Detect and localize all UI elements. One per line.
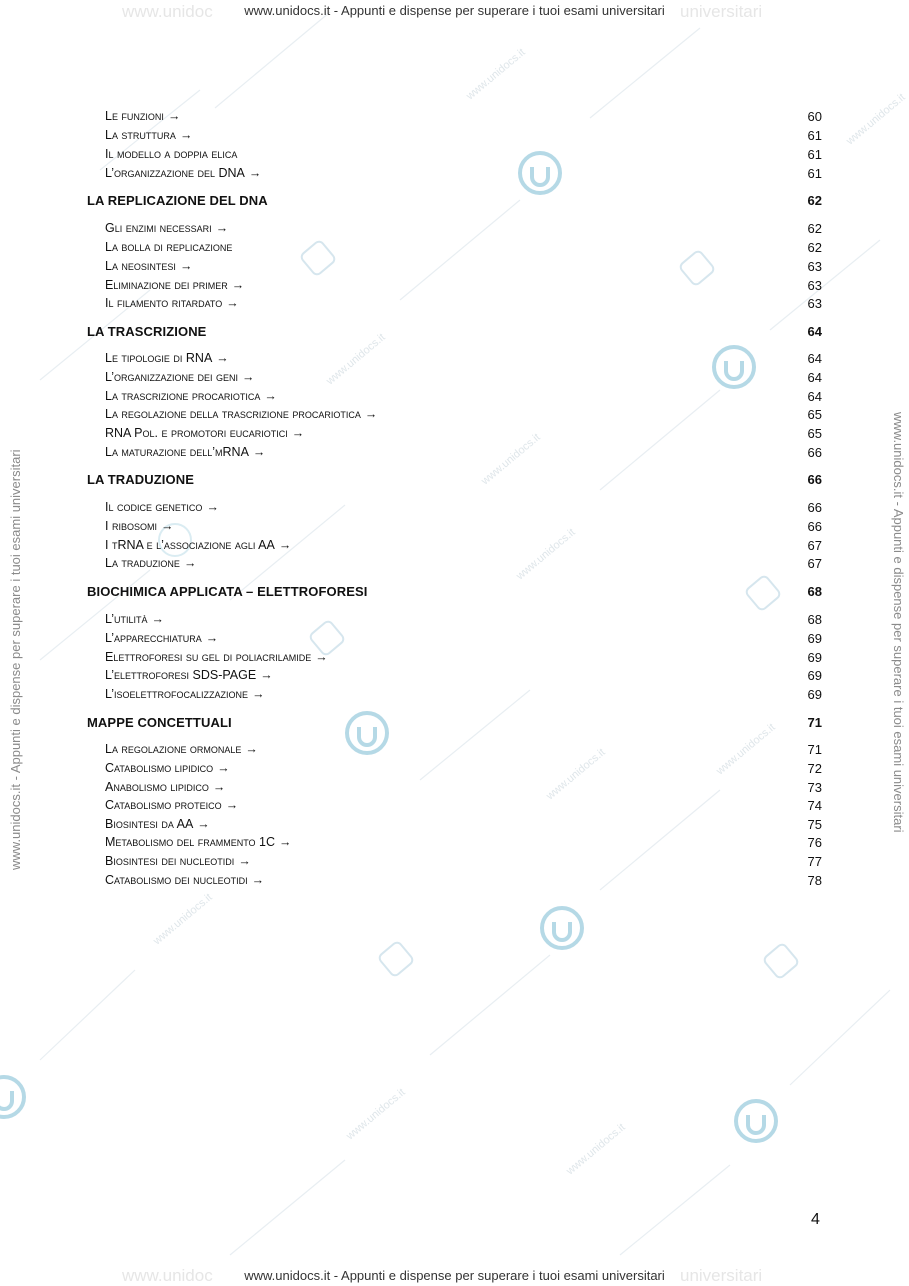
toc-label-text: Metabolismo del frammento 1C [105, 835, 275, 849]
toc-entry[interactable] [0, 687, 909, 705]
toc-section-heading[interactable] [0, 324, 909, 342]
toc-label-text: La trascrizione procariotica [105, 389, 261, 403]
arrow-right-icon: → [183, 556, 197, 570]
toc-entry[interactable] [0, 780, 909, 798]
toc-label-text: I tRNA e l’associazione agli AA [105, 538, 275, 552]
svg-text:www.unidocs.it: www.unidocs.it [344, 1086, 408, 1143]
toc-section-heading[interactable] [0, 472, 909, 490]
toc-page-number: 73 [807, 780, 822, 795]
toc-page-number: 69 [807, 650, 822, 665]
toc-label-text: Gli enzimi necessari [105, 221, 212, 235]
toc-entry-label [105, 128, 192, 142]
arrow-right-icon: → [225, 798, 239, 812]
toc-label-text: BIOCHIMICA APPLICATA – ELETTROFORESI [87, 584, 368, 599]
toc-entry[interactable] [0, 389, 909, 407]
toc-page-number: 62 [807, 193, 822, 208]
toc-label-text: Eliminazione dei primer [105, 278, 228, 292]
toc-section-heading[interactable] [0, 584, 909, 602]
toc-label-text: Biosintesi dei nucleotidi [105, 854, 235, 868]
toc-section-title [87, 472, 194, 487]
arrow-right-icon: → [205, 631, 219, 645]
svg-text:www.unidocs.it: www.unidocs.it [479, 431, 543, 488]
toc-entry[interactable] [0, 500, 909, 518]
toc-entry-label [105, 500, 219, 514]
arrow-right-icon: → [364, 407, 378, 421]
toc-entry[interactable] [0, 612, 909, 630]
toc-entry-label [105, 221, 228, 235]
toc-label-text: La regolazione della trascrizione procariotica [105, 407, 361, 421]
toc-page-number: 76 [807, 835, 822, 850]
toc-label-text: La maturazione dell’mRNA [105, 445, 249, 459]
arrow-right-icon: → [167, 109, 181, 123]
svg-text:www.unidocs.it: www.unidocs.it [464, 46, 528, 103]
toc-entry-label [105, 817, 210, 831]
toc-entry-label [105, 278, 244, 292]
toc-entry-label [105, 556, 196, 570]
toc-entry[interactable] [0, 351, 909, 369]
toc-page-number: 63 [807, 259, 822, 274]
arrow-right-icon: → [212, 780, 226, 794]
toc-section-title [87, 324, 206, 339]
toc-entry[interactable] [0, 835, 909, 853]
toc-entry-label [105, 687, 265, 701]
toc-page-number: 64 [807, 370, 822, 385]
svg-text:www.unidocs.it: www.unidocs.it [544, 746, 608, 803]
toc-label-text: L’organizzazione dei geni [105, 370, 238, 384]
toc-entry-label [105, 650, 328, 664]
toc-page-number: 67 [807, 556, 822, 571]
toc-entry[interactable] [0, 761, 909, 779]
toc-entry[interactable] [0, 538, 909, 556]
toc-page-number: 60 [807, 109, 822, 124]
toc-entry-label [105, 873, 264, 887]
toc-label-text: Il modello a doppia elica [105, 147, 238, 161]
toc-page-number: 64 [807, 324, 822, 339]
toc-entry-label [105, 780, 225, 794]
toc-entry-label [105, 798, 238, 812]
toc-page-number: 69 [807, 631, 822, 646]
arrow-right-icon: → [252, 445, 266, 459]
toc-section-heading[interactable] [0, 193, 909, 211]
toc-label-text: Catabolismo dei nucleotidi [105, 873, 248, 887]
watermark-banner-top: www.unidocs.it - Appunti e dispense per superare i tuoi esami universitari [244, 3, 665, 18]
toc-label-text: La bolla di replicazione [105, 240, 233, 254]
toc-label-text: LA REPLICAZIONE DEL DNA [87, 193, 268, 208]
toc-entry-label [105, 166, 261, 180]
svg-text:www.unidocs.it: www.unidocs.it [151, 891, 215, 948]
toc-page-number: 71 [807, 715, 822, 730]
toc-entry[interactable] [0, 817, 909, 835]
toc-page-number: 67 [807, 538, 822, 553]
arrow-right-icon: → [278, 538, 292, 552]
toc-entry-label [105, 259, 192, 273]
watermark-ghost-text: www.unidoc [122, 1266, 213, 1285]
toc-page-number: 66 [807, 519, 822, 534]
toc-entry[interactable] [0, 742, 909, 760]
toc-entry[interactable] [0, 798, 909, 816]
arrow-right-icon: → [264, 389, 277, 403]
toc-label-text: RNA Pol. e promotori eucariotici [105, 426, 288, 440]
toc-entry[interactable] [0, 259, 909, 277]
toc-page-number: 66 [807, 500, 822, 515]
watermark-ghost-text: universitari [680, 1266, 763, 1285]
toc-entry-label [105, 519, 173, 533]
toc-entry[interactable] [0, 147, 909, 165]
arrow-right-icon: → [160, 519, 174, 533]
svg-text:www.unidocs.it: www.unidocs.it [514, 526, 578, 583]
toc-label-text: L’organizzazione del DNA [105, 166, 245, 180]
toc-section-heading[interactable] [0, 715, 909, 733]
arrow-right-icon: → [197, 817, 210, 831]
toc-page-number: 69 [807, 687, 822, 702]
toc-entry[interactable] [0, 109, 909, 127]
arrow-right-icon: → [231, 278, 245, 292]
watermark-banner-bottom: www.unidocs.it - Appunti e dispense per superare i tuoi esami universitari [244, 1268, 665, 1283]
toc-label-text: L’apparecchiatura [105, 631, 202, 645]
watermark-side-left: www.unidocs.it - Appunti e dispense per superare i tuoi esami universitari [8, 449, 23, 870]
toc-page-number: 62 [807, 221, 822, 236]
toc-entry[interactable] [0, 296, 909, 314]
toc-page-number: 66 [807, 472, 822, 487]
toc-label-text: LA TRADUZIONE [87, 472, 194, 487]
toc-entry[interactable] [0, 166, 909, 184]
toc-entry-label [105, 109, 180, 123]
toc-page-number: 77 [807, 854, 822, 869]
watermark-side-right: www.unidocs.it - Appunti e dispense per superare i tuoi esami universitari [891, 412, 906, 833]
toc-page-number: 72 [807, 761, 822, 776]
toc-entry-label [105, 761, 230, 775]
toc-entry[interactable] [0, 407, 909, 425]
toc-section-title [87, 715, 232, 730]
toc-label-text: Elettroforesi su gel di poliacrilamide [105, 650, 312, 664]
toc-entry-label [105, 240, 232, 254]
toc-entry-label [105, 370, 255, 384]
arrow-right-icon: → [279, 835, 292, 849]
toc-page-number: 68 [807, 612, 822, 627]
svg-text:www.unidocs.it: www.unidocs.it [564, 1121, 628, 1178]
arrow-right-icon: → [151, 612, 165, 626]
toc-label-text: Catabolismo proteico [105, 798, 222, 812]
toc-label-text: La regolazione ormonale [105, 742, 242, 756]
toc-section-title [87, 193, 268, 208]
watermark-ghost-text: www.unidoc [122, 2, 213, 21]
toc-entry-label [105, 389, 277, 403]
toc-label-text: LA TRASCRIZIONE [87, 324, 207, 339]
toc-entry-label [105, 351, 229, 365]
arrow-right-icon: → [242, 370, 255, 384]
toc-label-text: MAPPE CONCETTUALI [87, 715, 232, 730]
toc-page-number: 63 [807, 278, 822, 293]
toc-label-text: La neosintesi [105, 259, 176, 273]
toc-page-number: 61 [807, 147, 822, 162]
toc-entry[interactable] [0, 873, 909, 891]
svg-text:www.unidocs.it: www.unidocs.it [844, 91, 908, 148]
toc-entry[interactable] [0, 650, 909, 668]
toc-entry[interactable] [0, 445, 909, 463]
arrow-right-icon: → [251, 873, 265, 887]
watermark-ghost-text: universitari [680, 2, 763, 21]
arrow-right-icon: → [217, 761, 230, 775]
toc-page-number: 64 [807, 389, 822, 404]
arrow-right-icon: → [245, 742, 258, 756]
toc-entry-label [105, 668, 273, 682]
toc-label-text: La traduzione [105, 556, 180, 570]
arrow-right-icon: → [238, 854, 251, 868]
toc-entry[interactable] [0, 519, 909, 537]
toc-entry-label [105, 742, 258, 756]
toc-label-text: Catabolismo lipidico [105, 761, 214, 775]
toc-label-text: Le tipologie di RNA [105, 351, 213, 365]
toc-entry-label [105, 538, 291, 552]
toc-entry[interactable] [0, 631, 909, 649]
arrow-right-icon: → [206, 500, 219, 514]
page-number: 4 [811, 1211, 820, 1228]
toc-page-number: 62 [807, 240, 822, 255]
arrow-right-icon: → [179, 259, 193, 273]
arrow-right-icon: → [248, 166, 262, 180]
toc-page-number: 61 [807, 128, 822, 143]
toc-entry-label [105, 854, 251, 868]
toc-label-text: Biosintesi da AA [105, 817, 194, 831]
toc-page-number: 78 [807, 873, 822, 888]
toc-page-number: 61 [807, 166, 822, 181]
toc-entry-label [105, 407, 377, 421]
toc-entry[interactable] [0, 221, 909, 239]
toc-label-text: Anabolismo lipidico [105, 780, 209, 794]
toc-entry-label [105, 631, 218, 645]
toc-label-text: Il filamento ritardato [105, 296, 223, 310]
toc-page-number: 65 [807, 407, 822, 422]
arrow-right-icon: → [252, 687, 265, 701]
toc-entry-label [105, 445, 265, 459]
toc-entry[interactable] [0, 240, 909, 258]
toc-page-number: 66 [807, 445, 822, 460]
toc-page-number: 69 [807, 668, 822, 683]
toc-entry[interactable] [0, 370, 909, 388]
toc-page-number: 64 [807, 351, 822, 366]
toc-entry-label [105, 835, 292, 849]
toc-label-text: L’isoelettrofocalizzazione [105, 687, 249, 701]
toc-entry[interactable] [0, 278, 909, 296]
toc-section-title [87, 584, 367, 599]
toc-entry-label [105, 612, 164, 626]
toc-entry[interactable] [0, 854, 909, 872]
arrow-right-icon: → [216, 351, 229, 365]
arrow-right-icon: → [179, 128, 193, 142]
arrow-right-icon: → [315, 650, 328, 664]
arrow-right-icon: → [226, 296, 239, 310]
toc-entry[interactable] [0, 668, 909, 686]
toc-entry[interactable] [0, 556, 909, 574]
arrow-right-icon: → [215, 221, 229, 235]
svg-text:www.unidocs.it: www.unidocs.it [714, 721, 778, 778]
arrow-right-icon: → [260, 668, 273, 682]
toc-page-number: 75 [807, 817, 822, 832]
arrow-right-icon: → [291, 426, 305, 440]
toc-entry-label [105, 147, 237, 161]
toc-label-text: L’elettroforesi SDS-PAGE [105, 668, 257, 682]
toc-entry[interactable] [0, 128, 909, 146]
toc-page-number: 63 [807, 296, 822, 311]
toc-page-number: 68 [807, 584, 822, 599]
toc-page-number: 74 [807, 798, 822, 813]
toc-label-text: La struttura [105, 128, 176, 142]
toc-entry-label [105, 426, 304, 440]
toc-label-text: Il codice genetico [105, 500, 203, 514]
toc-label-text: I ribosomi [105, 519, 157, 533]
toc-page-number: 65 [807, 426, 822, 441]
toc-entry-label [105, 296, 239, 310]
svg-text:www.unidocs.it: www.unidocs.it [324, 331, 388, 388]
toc-label-text: Le funzioni [105, 109, 164, 123]
toc-entry[interactable] [0, 426, 909, 444]
toc-page-number: 71 [807, 742, 822, 757]
toc-label-text: L’utilità [105, 612, 148, 626]
